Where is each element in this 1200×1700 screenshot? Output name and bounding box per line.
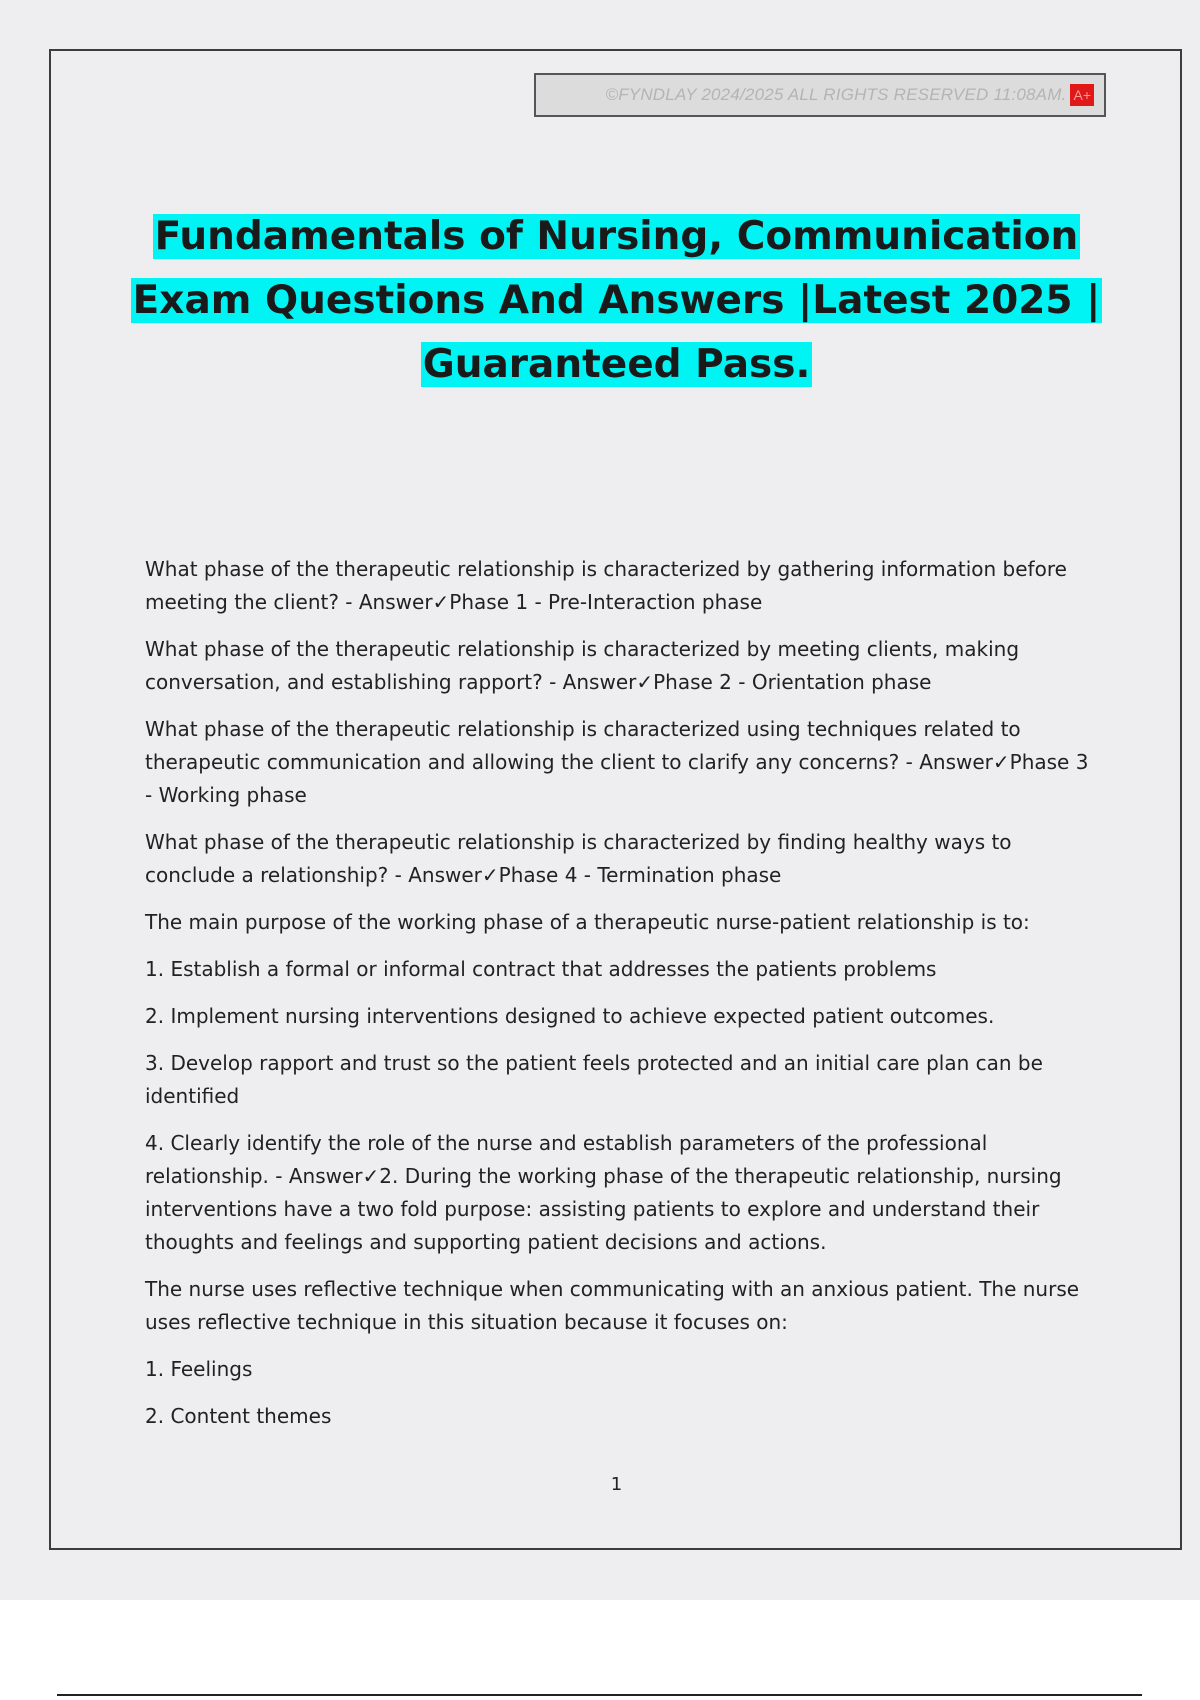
paragraph: The nurse uses reflective technique when communicating with an anxious patient. The nurse uses reflective technique in this situation because it focuses on:: [145, 1277, 1080, 1334]
title-line-1: Fundamentals of Nursing, Communication: [154, 214, 1079, 259]
paragraph: 2. Implement nursing interventions designed to achieve expected patient outcomes.: [145, 1004, 995, 1028]
paragraph: 4. Clearly identify the role of the nurse and establish parameters of the professional relationship. - Answer✓2. During the working phase of the therapeutic relationship, nursing interventions have a two fold purpose: assisting patients to explore and understand their thoughts and feelings and supporting patient decisions and actions.: [145, 1131, 1062, 1254]
copyright-text: ©FYNDLAY 2024/2025 ALL RIGHTS RESERVED 11:08AM.: [605, 85, 1067, 104]
document-title: [80, 205, 1153, 397]
paragraph: 1. Establish a formal or informal contract that addresses the patients problems: [145, 957, 937, 981]
paragraph: 3. Develop rapport and trust so the patient feels protected and an initial care plan can be identified: [145, 1051, 1043, 1108]
paragraph: What phase of the therapeutic relationship is characterized by meeting clients, making conversation, and establishing rapport? - Answer✓Phase 2 - Orientation phase: [145, 637, 1020, 694]
title-line-3: Guaranteed Pass.: [422, 342, 811, 387]
page-number: 1: [610, 1474, 623, 1495]
paragraph: What phase of the therapeutic relationship is characterized using techniques related to therapeutic communication and allowing the client to clarify any concerns? - Answer✓Phase 3 - Working phase: [145, 717, 1089, 807]
question-answer-list: [145, 553, 1090, 1447]
paragraph: The main purpose of the working phase of a therapeutic nurse-patient relationship is to:: [145, 910, 1030, 934]
paragraph: What phase of the therapeutic relationship is characterized by finding healthy ways to conclude a relationship? - Answer✓Phase 4 - Termination phase: [145, 830, 1012, 887]
title-line-2: Exam Questions And Answers |Latest 2025 |: [132, 278, 1101, 323]
paragraph: 1. Feelings: [145, 1357, 253, 1381]
next-page-divider: [57, 1694, 1142, 1696]
paragraph: 2. Content themes: [145, 1404, 332, 1428]
copyright-banner: [534, 73, 1106, 117]
grade-badge: A+: [1070, 84, 1094, 106]
paragraph: What phase of the therapeutic relationship is characterized by gathering information before meeting the client? - Answer✓Phase 1 - Pre-Interaction phase: [145, 557, 1067, 614]
